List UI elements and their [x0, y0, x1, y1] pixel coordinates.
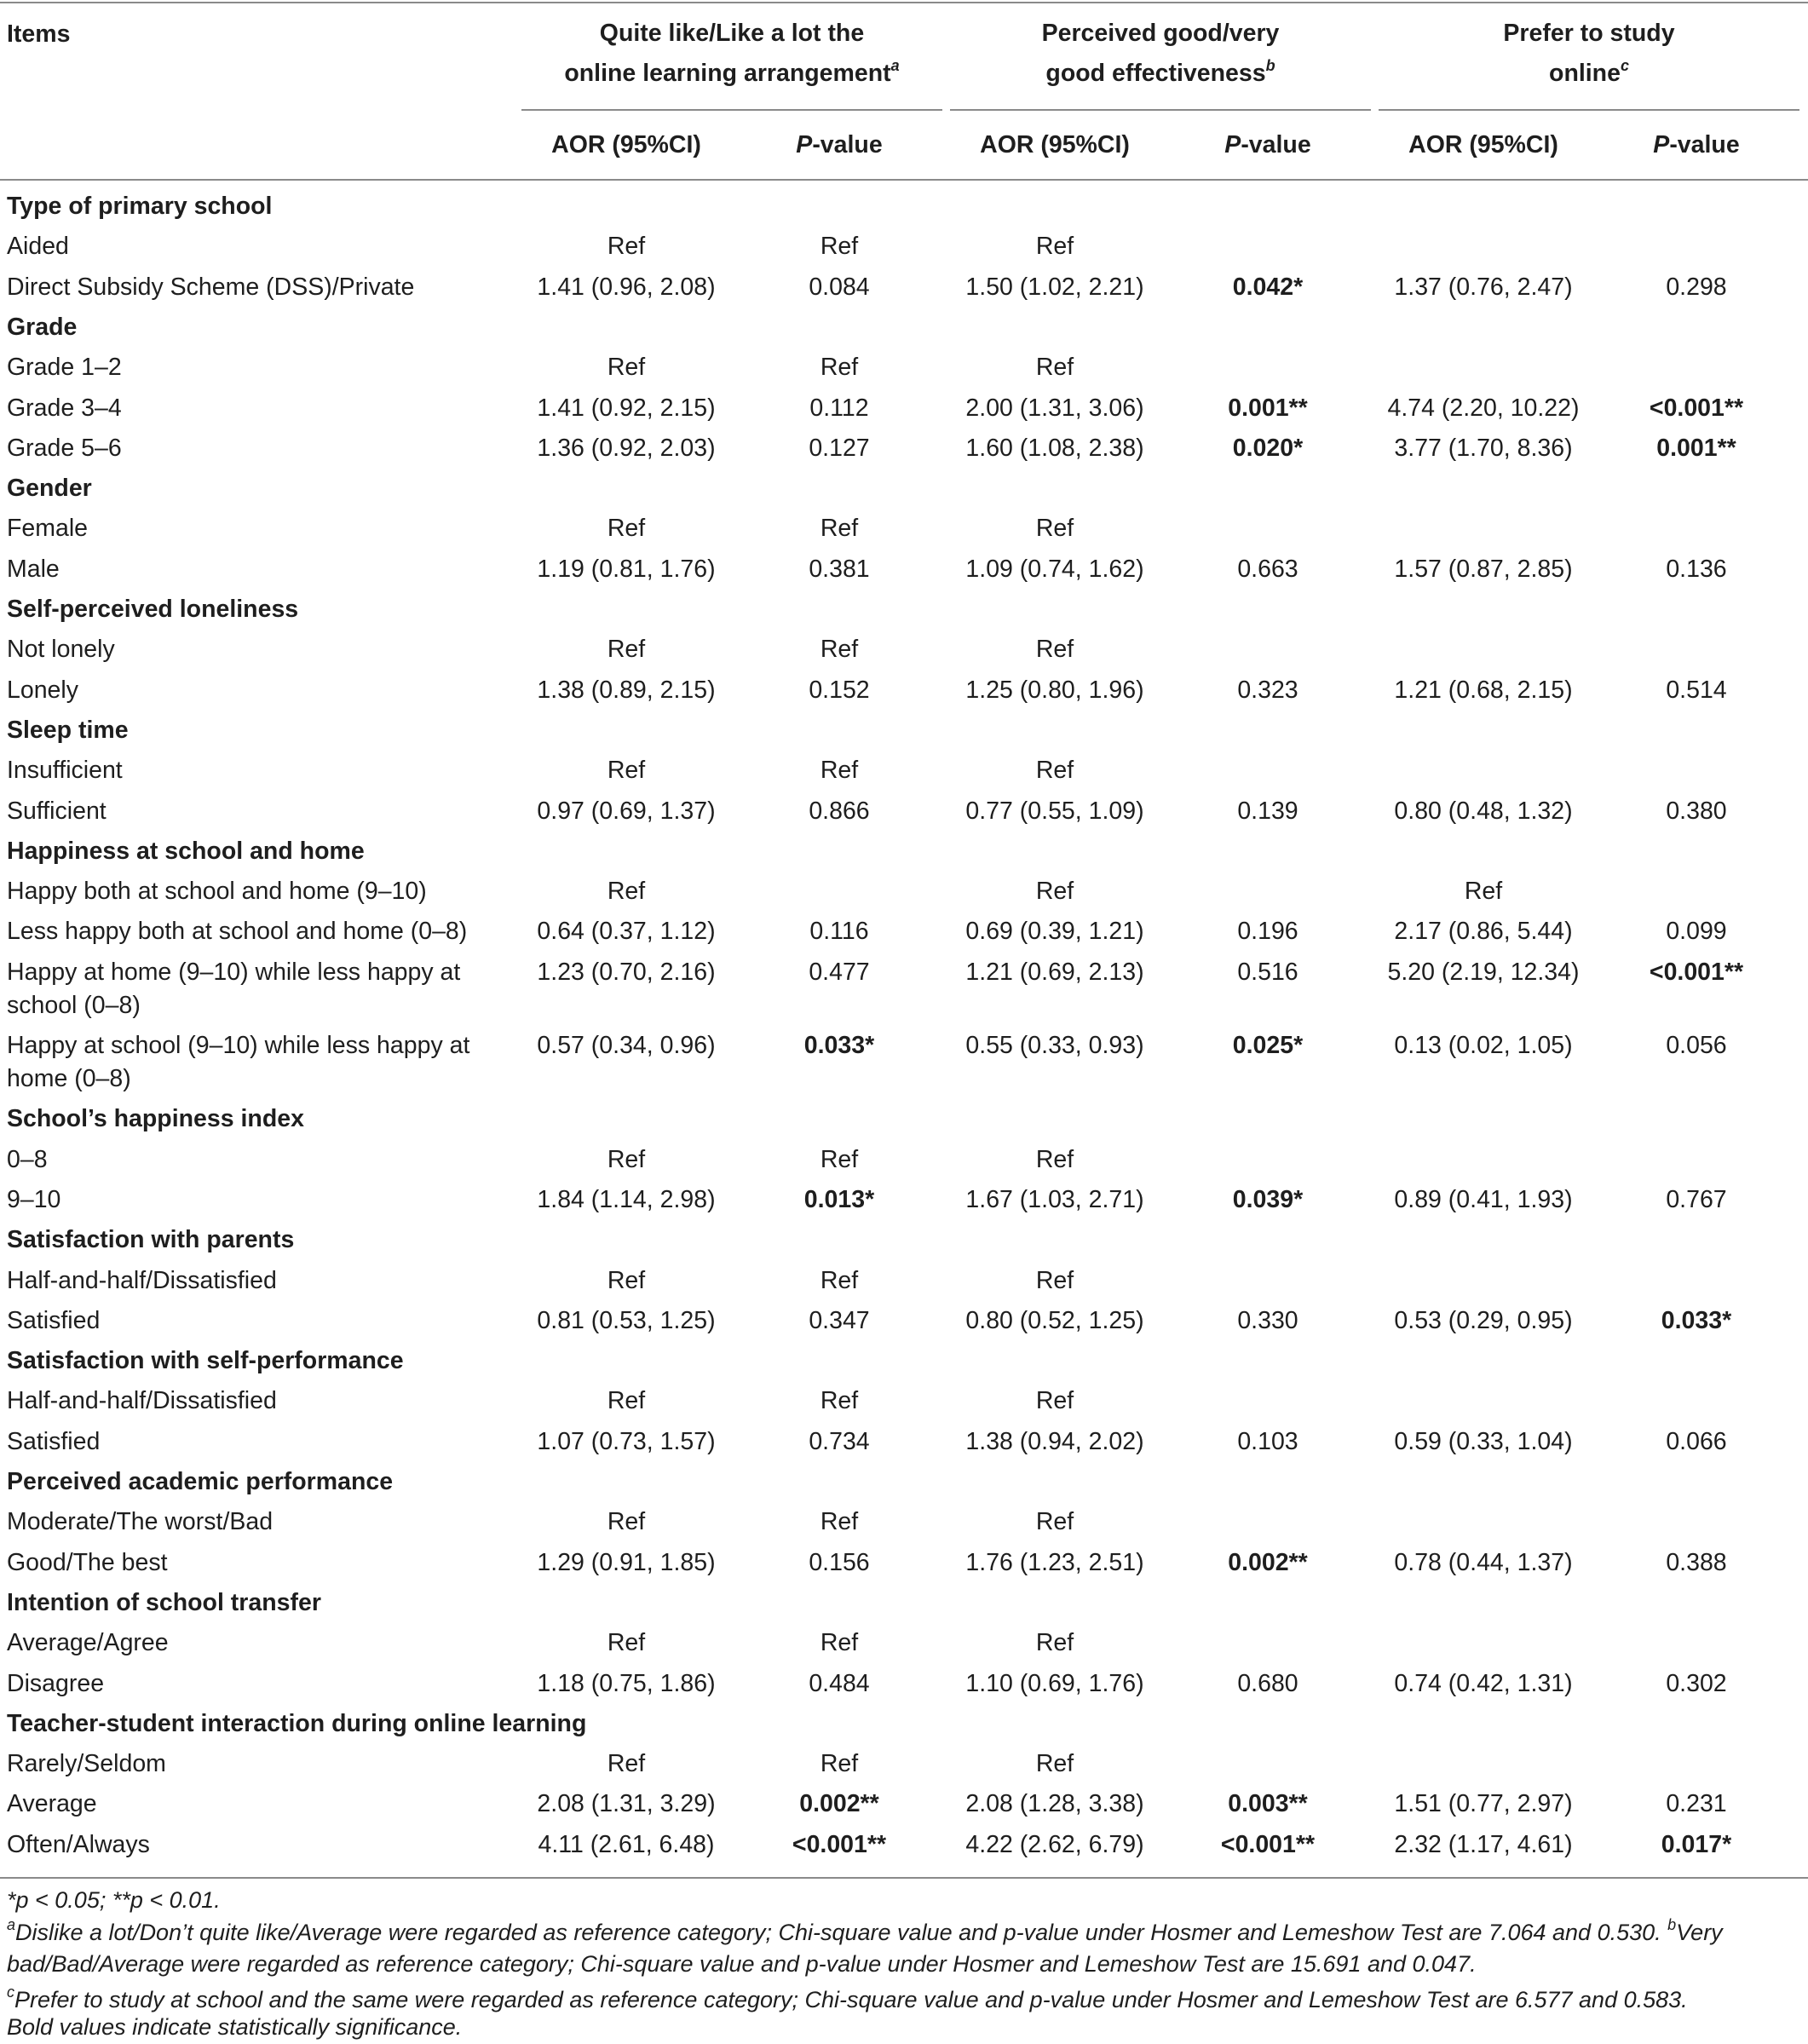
aor-cell: 1.07 (0.73, 1.57) — [537, 1427, 716, 1455]
p-value-cell: 0.127 — [809, 434, 870, 462]
row-label: Less happy both at school and home (0–8) — [7, 918, 468, 946]
aor-cell: 2.08 (1.28, 3.38) — [965, 1790, 1144, 1818]
aor-cell: 0.97 (0.69, 1.37) — [537, 797, 716, 825]
row-label: Happy at home (9–10) while less happy at — [7, 958, 461, 986]
row-label: Lonely — [7, 676, 78, 704]
row-label: Sufficient — [7, 797, 107, 825]
p-value-cell: Ref — [820, 636, 859, 664]
aor-cell: Ref — [1035, 636, 1074, 664]
row-label: Aided — [7, 233, 69, 261]
p-value-cell: Ref — [820, 757, 859, 785]
section-label: Teacher-student interaction during online learning — [7, 1709, 587, 1737]
p-value-cell: Ref — [820, 233, 859, 261]
section-label: Satisfaction with self-performance — [7, 1347, 404, 1375]
row-label: Male — [7, 555, 60, 583]
aor-cell: Ref — [1464, 878, 1503, 906]
p-value-cell: 0.866 — [809, 797, 870, 825]
top-rule — [0, 2, 1808, 3]
aor-cell: 1.60 (1.08, 2.38) — [965, 434, 1144, 462]
aor-cell: 1.36 (0.92, 2.03) — [537, 434, 716, 462]
p-value-cell: <0.001** — [1649, 394, 1744, 422]
p-value-cell: <0.001** — [1220, 1830, 1316, 1858]
subheader-p-1: P-value — [796, 131, 883, 158]
footnote-a-mark: a — [7, 1916, 16, 1933]
row-label: Happy both at school and home (9–10) — [7, 878, 427, 906]
p-value-cell: 0.003** — [1228, 1790, 1308, 1818]
subheader-p-3: P-value — [1653, 131, 1740, 158]
p-value-cell: 0.002** — [799, 1790, 879, 1818]
aor-cell: Ref — [607, 757, 646, 785]
aor-cell: 0.57 (0.34, 0.96) — [537, 1032, 716, 1059]
footnote-a: $^a$Dislike a lot/Don’t quite like/Average were regarded as reference category; Chi-square value and p-value under Hosmer and Lemeshow Test are 7.064 and 0.530. $^b$Very — [7, 1916, 1723, 1945]
row-label: Satisfied — [7, 1306, 101, 1334]
row-label: Grade 5–6 — [7, 434, 122, 462]
p-value-cell: 0.196 — [1237, 918, 1298, 946]
aor-cell: 4.11 (2.61, 6.48) — [538, 1830, 715, 1858]
footnote-mark-b: b — [1265, 57, 1275, 74]
p-value-cell: 0.231 — [1666, 1790, 1727, 1818]
aor-cell: 1.41 (0.92, 2.15) — [537, 394, 716, 422]
row-label: Not lonely — [7, 636, 115, 664]
section-label: Gender — [7, 475, 92, 503]
aor-cell: Ref — [607, 1750, 646, 1778]
p-value-cell: 0.042* — [1232, 273, 1304, 301]
section-label: Happiness at school and home — [7, 837, 365, 865]
p-value-cell: 0.056 — [1666, 1032, 1727, 1059]
p-value-cell: 0.013* — [803, 1185, 875, 1213]
p-value-cell: 0.514 — [1666, 676, 1727, 704]
header-items: Items — [7, 20, 71, 48]
p-value-cell: Ref — [820, 1266, 859, 1294]
p-value-cell: 0.477 — [809, 958, 870, 986]
p-value-cell: Ref — [820, 1750, 859, 1778]
header-group-2-line1: Perceived good/very — [1041, 20, 1280, 47]
aor-cell: 1.38 (0.89, 2.15) — [537, 676, 716, 704]
row-label: Insufficient — [7, 757, 123, 785]
p-value-cell: 0.002** — [1228, 1548, 1308, 1576]
aor-cell: 5.20 (2.19, 12.34) — [1387, 958, 1580, 986]
aor-cell: 1.10 (0.69, 1.76) — [965, 1669, 1144, 1697]
p-value-cell: 0.039* — [1232, 1185, 1304, 1213]
footnote-bold: Bold values indicate statistically significance. — [7, 2014, 463, 2040]
aor-cell: 0.81 (0.53, 1.25) — [537, 1306, 716, 1334]
section-label: School’s happiness index — [7, 1105, 304, 1133]
aor-cell: Ref — [607, 233, 646, 261]
aor-cell: 1.29 (0.91, 1.85) — [537, 1548, 716, 1576]
aor-cell: 0.78 (0.44, 1.37) — [1394, 1548, 1573, 1576]
footnote-c: $^c$Prefer to study at school and the same were regarded as reference category; Chi-square value and p-value under Hosmer and Lemeshow Test are 6.577 and 0.583. — [7, 1984, 1688, 2012]
p-value-cell: 0.347 — [809, 1306, 870, 1334]
header-group-3-line1: Prefer to study — [1503, 20, 1675, 47]
aor-cell: 2.00 (1.31, 3.06) — [965, 394, 1144, 422]
aor-cell: 1.38 (0.94, 2.02) — [965, 1427, 1144, 1455]
aor-cell: 1.57 (0.87, 2.85) — [1394, 555, 1573, 583]
row-label: Direct Subsidy Scheme (DSS)/Private — [7, 273, 415, 301]
aor-cell: 1.18 (0.75, 1.86) — [537, 1669, 716, 1697]
section-label: Grade — [7, 313, 78, 341]
p-value-cell: Ref — [820, 515, 859, 543]
aor-cell: 1.21 (0.69, 2.13) — [965, 958, 1144, 986]
row-label: Grade 3–4 — [7, 394, 122, 422]
p-value-cell: Ref — [820, 1629, 859, 1657]
subheader-aor-1: AOR (95%CI) — [551, 131, 701, 158]
p-value-cell: 0.099 — [1666, 918, 1727, 946]
aor-cell: 4.22 (2.62, 6.79) — [965, 1830, 1144, 1858]
p-value-cell: 0.323 — [1237, 676, 1298, 704]
row-label: Often/Always — [7, 1830, 150, 1858]
aor-cell: Ref — [607, 354, 646, 382]
aor-cell: 2.17 (0.86, 5.44) — [1394, 918, 1573, 946]
footnote-mark-a: a — [890, 57, 900, 74]
p-value-cell: 0.381 — [809, 555, 870, 583]
row-label: Grade 1–2 — [7, 354, 122, 382]
row-label: Rarely/Seldom — [7, 1750, 166, 1778]
footnote-significance: *p < 0.05; **p < 0.01. — [7, 1887, 221, 1913]
p-value-cell: 0.298 — [1666, 273, 1727, 301]
p-value-cell: 0.033* — [803, 1032, 875, 1059]
aor-cell: Ref — [607, 878, 646, 906]
footnote-b-mark: b — [1667, 1916, 1677, 1933]
section-label: Satisfaction with parents — [7, 1226, 295, 1254]
header-rule — [0, 179, 1808, 181]
aor-cell: 2.08 (1.31, 3.29) — [537, 1790, 716, 1818]
subheader-p-2: P-value — [1224, 131, 1311, 158]
p-value-cell: 0.139 — [1237, 797, 1298, 825]
group-rule-1 — [521, 109, 942, 111]
p-value-cell: 0.001** — [1656, 434, 1736, 462]
p-value-cell: 0.734 — [809, 1427, 870, 1455]
aor-cell: Ref — [607, 515, 646, 543]
aor-cell: 3.77 (1.70, 8.36) — [1394, 434, 1573, 462]
aor-cell: 2.32 (1.17, 4.61) — [1394, 1830, 1573, 1858]
aor-cell: 1.51 (0.77, 2.97) — [1394, 1790, 1573, 1818]
aor-cell: 4.74 (2.20, 10.22) — [1387, 394, 1580, 422]
header-group-3-line2: online$^c$ — [1549, 57, 1629, 87]
section-label: Intention of school transfer — [7, 1588, 321, 1616]
row-label: Half-and-half/Dissatisfied — [7, 1387, 277, 1415]
aor-cell: 0.69 (0.39, 1.21) — [965, 918, 1144, 946]
p-value-cell: 0.020* — [1232, 434, 1304, 462]
aor-cell: 0.80 (0.48, 1.32) — [1394, 797, 1573, 825]
p-value-cell: 0.388 — [1666, 1548, 1727, 1576]
row-label: Moderate/The worst/Bad — [7, 1508, 274, 1536]
p-value-cell: Ref — [820, 354, 859, 382]
row-label: Half-and-half/Dissatisfied — [7, 1266, 277, 1294]
p-value-cell: 0.017* — [1661, 1830, 1732, 1858]
aor-cell: 0.55 (0.33, 0.93) — [965, 1032, 1144, 1059]
aor-cell: Ref — [1035, 878, 1074, 906]
footnote-b: bad/Bad/Average were regarded as reference category; Chi-square value and p-value under Hosmer and Lemeshow Test are 15.691 and 0.047. — [7, 1951, 1477, 1977]
row-label-continued: school (0–8) — [7, 991, 141, 1019]
p-value-cell: Ref — [820, 1387, 859, 1415]
p-value-cell: Ref — [820, 1145, 859, 1173]
p-value-cell: 0.330 — [1237, 1306, 1298, 1334]
p-value-cell: 0.380 — [1666, 797, 1727, 825]
footnote-c-mark: c — [7, 1984, 14, 2001]
section-label: Perceived academic performance — [7, 1468, 394, 1495]
aor-cell: 0.59 (0.33, 1.04) — [1394, 1427, 1573, 1455]
p-value-cell: 0.001** — [1228, 394, 1308, 422]
aor-cell: 1.76 (1.23, 2.51) — [965, 1548, 1144, 1576]
aor-cell: 1.19 (0.81, 1.76) — [537, 555, 716, 583]
aor-cell: Ref — [1035, 1629, 1074, 1657]
p-value-cell: 0.116 — [809, 918, 869, 946]
p-value-cell: 0.152 — [809, 676, 870, 704]
row-label: Disagree — [7, 1669, 105, 1697]
p-value-cell: 0.680 — [1237, 1669, 1298, 1697]
aor-cell: 1.67 (1.03, 2.71) — [965, 1185, 1144, 1213]
group-rule-3 — [1379, 109, 1799, 111]
p-value-cell: 0.066 — [1666, 1427, 1727, 1455]
aor-cell: 1.41 (0.96, 2.08) — [537, 273, 716, 301]
aor-cell: 1.25 (0.80, 1.96) — [965, 676, 1144, 704]
subheader-aor-2: AOR (95%CI) — [980, 131, 1130, 158]
aor-cell: Ref — [1035, 1145, 1074, 1173]
p-value-cell: <0.001** — [1649, 958, 1744, 986]
aor-cell: 1.50 (1.02, 2.21) — [965, 273, 1144, 301]
p-value-cell: 0.767 — [1666, 1185, 1727, 1213]
header-group-2 — [950, 14, 1371, 94]
row-label-continued: home (0–8) — [7, 1065, 131, 1092]
p-value-cell: 0.302 — [1666, 1669, 1727, 1697]
aor-cell: 0.13 (0.02, 1.05) — [1394, 1032, 1573, 1059]
p-value-cell: 0.084 — [809, 273, 870, 301]
aor-cell: 1.21 (0.68, 2.15) — [1394, 676, 1573, 704]
footnote-mark-c: c — [1620, 57, 1629, 74]
aor-cell: Ref — [607, 1387, 646, 1415]
aor-cell: 0.80 (0.52, 1.25) — [965, 1306, 1144, 1334]
aor-cell: 0.64 (0.37, 1.12) — [537, 918, 716, 946]
row-label: Happy at school (9–10) while less happy at — [7, 1032, 470, 1059]
aor-cell: 1.84 (1.14, 2.98) — [537, 1185, 716, 1213]
aor-cell: Ref — [607, 1266, 646, 1294]
header-group-3 — [1379, 14, 1799, 94]
aor-cell: Ref — [607, 1629, 646, 1657]
header-group-1-line1: Quite like/Like a lot the — [599, 20, 865, 47]
aor-cell: Ref — [1035, 1508, 1074, 1536]
aor-cell: Ref — [1035, 515, 1074, 543]
p-value-cell: 0.025* — [1232, 1032, 1304, 1059]
row-label: Female — [7, 515, 89, 543]
section-label: Type of primary school — [7, 193, 273, 220]
header-group-1 — [521, 14, 942, 94]
aor-cell: 0.89 (0.41, 1.93) — [1394, 1185, 1573, 1213]
header-group-1-line2: online learning arrangement$^a$ — [564, 57, 900, 87]
p-value-cell: 0.136 — [1666, 555, 1727, 583]
row-label: Average/Agree — [7, 1629, 169, 1657]
p-value-cell: 0.663 — [1237, 555, 1298, 583]
bottom-rule — [0, 1877, 1808, 1879]
header-group-2-line2: good effectiveness$^b$ — [1045, 57, 1275, 87]
aor-cell: 0.53 (0.29, 0.95) — [1394, 1306, 1573, 1334]
row-label: 9–10 — [7, 1185, 61, 1213]
p-value-cell: 0.516 — [1237, 958, 1298, 986]
aor-cell: Ref — [1035, 1266, 1074, 1294]
aor-cell: Ref — [607, 636, 646, 664]
aor-cell: Ref — [1035, 354, 1074, 382]
aor-cell: Ref — [1035, 1750, 1074, 1778]
row-label: 0–8 — [7, 1145, 48, 1173]
p-value-cell: 0.484 — [809, 1669, 870, 1697]
p-value-cell: 0.103 — [1237, 1427, 1298, 1455]
subheader-aor-3: AOR (95%CI) — [1408, 131, 1558, 158]
p-value-cell: 0.033* — [1661, 1306, 1732, 1334]
p-value-cell: 0.112 — [809, 394, 869, 422]
row-label: Satisfied — [7, 1427, 101, 1455]
section-label: Self-perceived loneliness — [7, 596, 299, 623]
aor-cell: 1.37 (0.76, 2.47) — [1394, 273, 1573, 301]
aor-cell: Ref — [1035, 757, 1074, 785]
aor-cell: Ref — [607, 1508, 646, 1536]
row-label: Average — [7, 1790, 97, 1818]
p-value-cell: Ref — [820, 1508, 859, 1536]
aor-cell: Ref — [1035, 1387, 1074, 1415]
p-value-cell: <0.001** — [792, 1830, 887, 1858]
row-label: Good/The best — [7, 1548, 168, 1576]
section-label: Sleep time — [7, 716, 129, 744]
p-value-cell: 0.156 — [809, 1548, 870, 1576]
aor-cell: Ref — [1035, 233, 1074, 261]
aor-cell: 0.74 (0.42, 1.31) — [1394, 1669, 1573, 1697]
aor-cell: Ref — [607, 1145, 646, 1173]
aor-cell: 1.09 (0.74, 1.62) — [965, 555, 1144, 583]
aor-cell: 0.77 (0.55, 1.09) — [965, 797, 1144, 825]
aor-cell: 1.23 (0.70, 2.16) — [537, 958, 716, 986]
group-rule-2 — [950, 109, 1371, 111]
